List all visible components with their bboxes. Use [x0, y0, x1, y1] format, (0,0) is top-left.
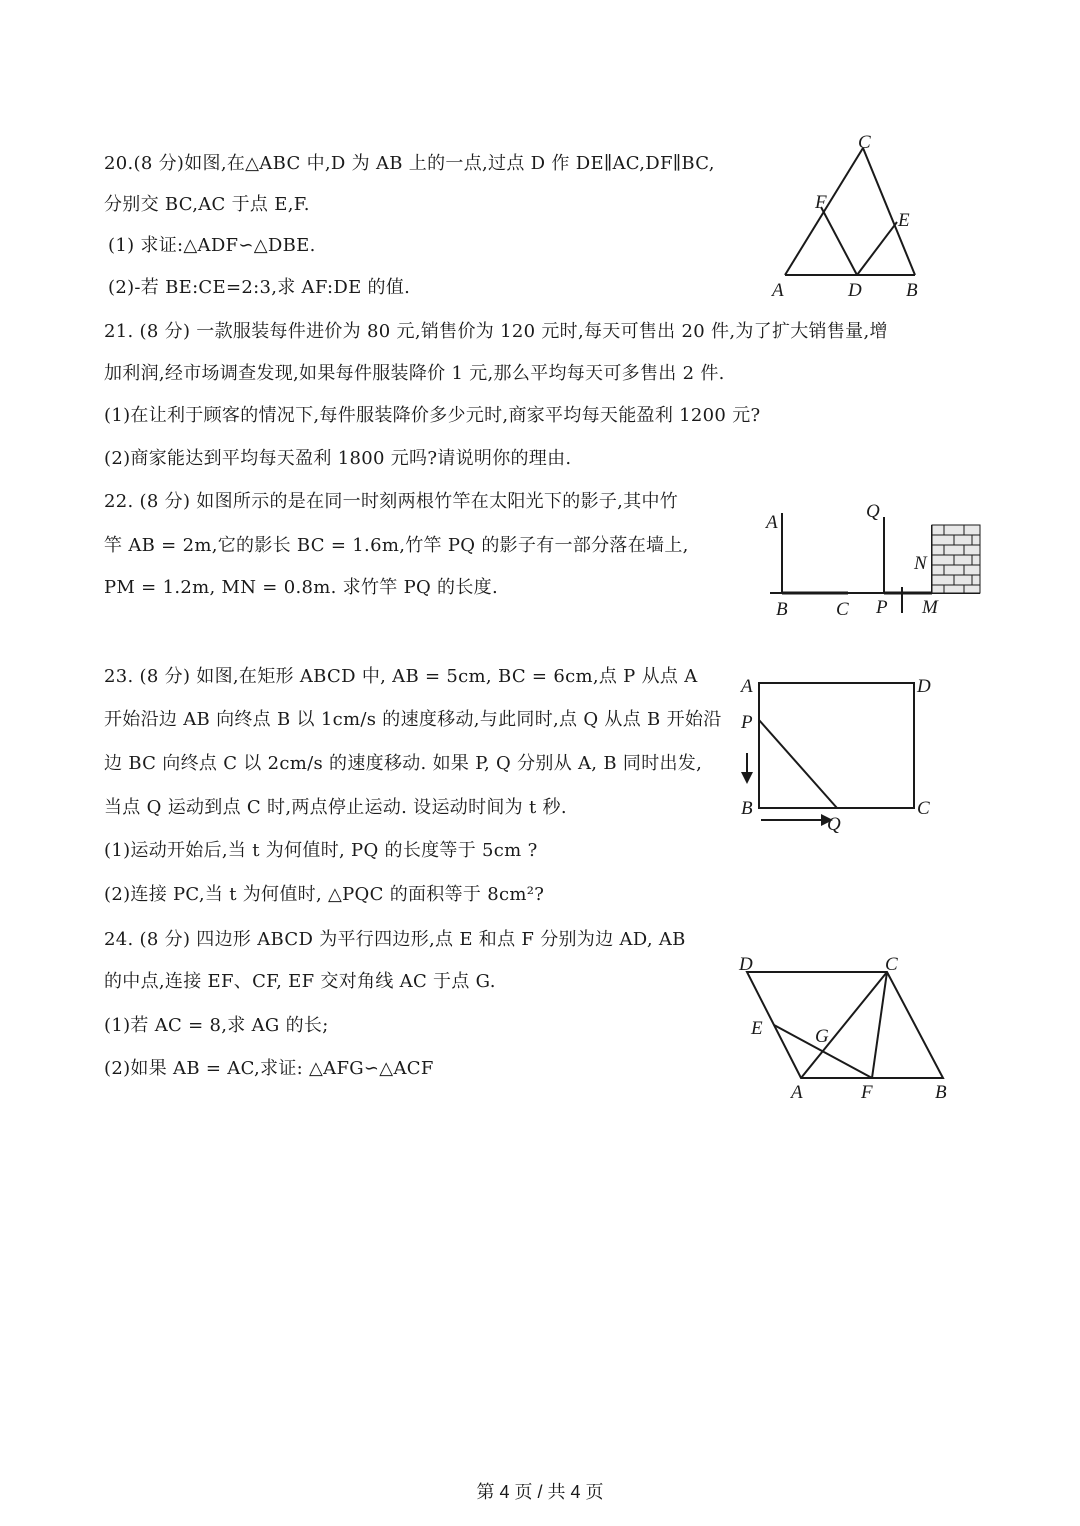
- q20-label-c: C: [858, 132, 871, 153]
- q24-label-b: B: [935, 1082, 947, 1103]
- q24-parallelogram-figure: [735, 950, 960, 1105]
- q24-label-c: C: [885, 954, 898, 975]
- q23-line-4: 当点 Q 运动到点 C 时,两点停止运动. 设运动时间为 t 秒.: [104, 797, 567, 818]
- q20-line-2: 分别交 BC,AC 于点 E,F.: [104, 194, 310, 215]
- q23-line-2: 开始沿边 AB 向终点 B 以 1cm/s 的速度移动,与此同时,点 Q 从点 B 开始沿: [104, 709, 722, 730]
- q23-label-a: A: [741, 676, 753, 697]
- q22-line-2: 竿 AB = 2m,它的影长 BC = 1.6m,竹竿 PQ 的影子有一部分落在墙上,: [104, 535, 689, 556]
- q20-label-d: D: [848, 280, 862, 301]
- q22-brick-wall: [932, 525, 980, 593]
- q22-label-n: N: [914, 553, 927, 574]
- q20-label-a: A: [772, 280, 784, 301]
- q21-line-2: 加利润,经市场调查发现,如果每件服装降价 1 元,那么平均每天可多售出 2 件.: [104, 363, 725, 384]
- q20-triangle-figure: [760, 130, 940, 305]
- q23-label-c: C: [917, 798, 930, 819]
- q22-line-1: 22. (8 分) 如图所示的是在同一时刻两根竹竿在太阳光下的影子,其中竹: [104, 491, 679, 512]
- q23-part-1: (1)运动开始后,当 t 为何值时, PQ 的长度等于 5cm ?: [104, 840, 538, 861]
- q22-shadow-figure: [760, 495, 985, 625]
- q24-part-2: (2)如果 AB = AC,求证: △AFG∽△ACF: [104, 1058, 434, 1079]
- q22-label-a: A: [766, 512, 778, 533]
- q23-arrow-p-head: [741, 772, 753, 784]
- q24-line-1: 24. (8 分) 四边形 ABCD 为平行四边形,点 E 和点 F 分别为边 AD, AB: [104, 929, 686, 950]
- q23-label-q: Q: [827, 814, 841, 835]
- q20-label-b: B: [906, 280, 918, 301]
- q20-segment-de: [857, 222, 897, 275]
- q23-segment-pq: [759, 720, 837, 808]
- q20-part-2: (2)-若 BE:CE=2:3,求 AF:DE 的值.: [108, 277, 411, 298]
- q20-segment-df: [821, 207, 857, 275]
- q24-label-g: G: [815, 1026, 829, 1047]
- q23-line-3: 边 BC 向终点 C 以 2cm/s 的速度移动. 如果 P, Q 分别从 A, B 同时出发,: [104, 753, 703, 774]
- q23-label-b: B: [741, 798, 753, 819]
- q24-label-e: E: [751, 1018, 763, 1039]
- q20-line-1: 20.(8 分)如图,在△ABC 中,D 为 AB 上的一点,过点 D 作 DE∥AC,DF∥BC,: [104, 153, 715, 174]
- q23-rectangle-figure: [735, 668, 950, 838]
- q20-label-e: E: [898, 210, 910, 231]
- q23-label-p: P: [741, 712, 753, 733]
- q21-part-1: (1)在让利于顾客的情况下,每件服装降价多少元时,商家平均每天能盈利 1200 元?: [104, 405, 761, 426]
- q24-part-1: (1)若 AC = 8,求 AG 的长;: [104, 1015, 329, 1036]
- q22-label-c: C: [836, 599, 849, 620]
- q22-label-q: Q: [866, 501, 880, 522]
- q20-label-f: F: [815, 192, 827, 213]
- page-footer: 第 4 页 / 共 4 页: [476, 1482, 604, 1502]
- q21-part-2: (2)商家能达到平均每天盈利 1800 元吗?请说明你的理由.: [104, 448, 572, 469]
- q24-label-f: F: [861, 1082, 873, 1103]
- q22-label-m: M: [922, 597, 938, 618]
- q24-label-a: A: [791, 1082, 803, 1103]
- q21-line-1: 21. (8 分) 一款服装每件进价为 80 元,销售价为 120 元时,每天可售出 20 件,为了扩大销售量,增: [104, 321, 888, 342]
- q22-line-3: PM = 1.2m, MN = 0.8m. 求竹竿 PQ 的长度.: [104, 577, 498, 598]
- q24-line-2: 的中点,连接 EF、CF, EF 交对角线 AC 于点 G.: [104, 971, 496, 992]
- q22-label-b: B: [776, 599, 788, 620]
- q23-part-2: (2)连接 PC,当 t 为何值时, △PQC 的面积等于 8cm²?: [104, 884, 545, 905]
- q24-label-d: D: [739, 954, 753, 975]
- q23-line-1: 23. (8 分) 如图,在矩形 ABCD 中, AB = 5cm, BC = 6cm,点 P 从点 A: [104, 666, 698, 687]
- q20-part-1: (1) 求证:△ADF∽△DBE.: [108, 235, 316, 256]
- q23-label-d: D: [917, 676, 931, 697]
- q22-label-p: P: [876, 597, 888, 618]
